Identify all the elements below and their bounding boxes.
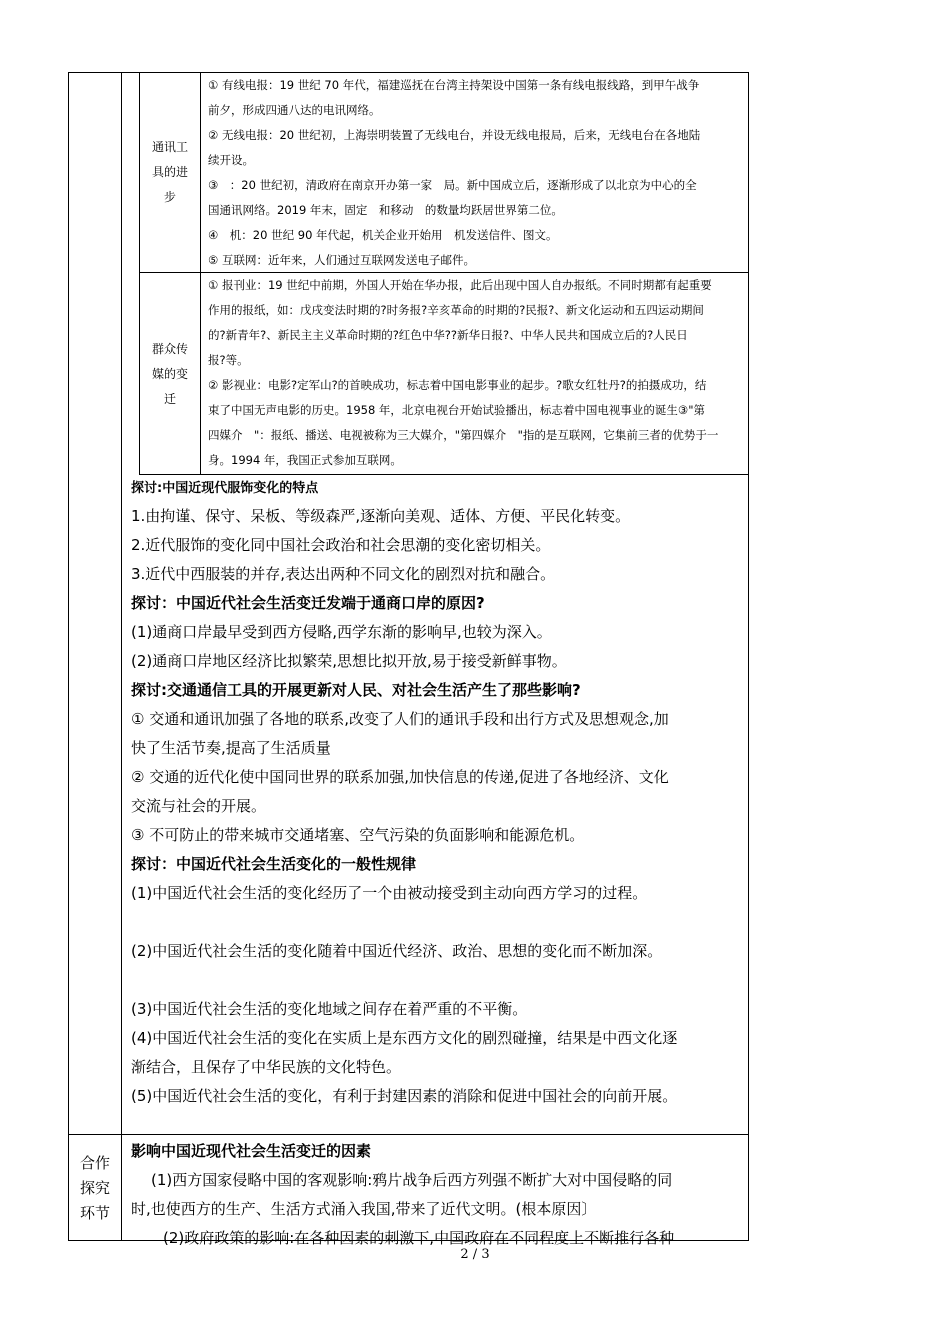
clothing-item: 1.由拘谨、保守、呆板、等级森严,逐渐向美观、适体、方便、平民化转变。 — [131, 507, 631, 525]
comm-tools-label — [140, 135, 200, 210]
mass-media-line: ② 影视业：电影?定军山?的首映成功，标志着中国电影事业的起步。?歌女红牡丹?的拍摄成功，结 — [208, 378, 707, 392]
mass-media-content — [208, 273, 746, 473]
cooperation-title: 影响中国近现代社会生活变迁的因素 — [131, 1142, 372, 1160]
rules-item: (1)中国近代社会生活的变化经历了一个由被动接受到主动向西方学习的过程。 — [131, 884, 648, 902]
mass-media-line: ① 报刊业：19 世纪中前期，外国人开始在华办报，此后出现中国人自办报纸。不同时期都有起重要 — [208, 278, 712, 292]
cooperation-item: 时,也使西方的生产、生活方式涌入我国,带来了近代文明。(根本原因〕 — [131, 1200, 597, 1218]
rules-item: (2)中国近代社会生活的变化随着中国近代经济、政治、思想的变化而不断加深。 — [131, 942, 663, 960]
comm-tools-line: 前夕，形成四通八达的电讯网络。 — [208, 103, 381, 117]
rules-item: (5)中国近代社会生活的变化，有利于封建因素的消除和促进中国社会的向前开展。 — [131, 1087, 678, 1105]
comm-tools-line: ② 无线电报：20 世纪初，上海崇明装置了无线电台，并设无线电报局，后来，无线电台在各地陆 — [208, 128, 701, 142]
cooperation-side-line: 合作 — [79, 1154, 110, 1172]
table-col-divider — [121, 72, 122, 1240]
mass-media-line: 作用的报纸，如：戊戌变法时期的?时务报?辛亥革命的时期的?民报?、新文化运动和五四运动期间 — [208, 303, 704, 317]
comm-tools-content — [208, 73, 746, 273]
cooperation-side-line: 探究 — [79, 1179, 110, 1197]
transport-title: 探讨:交通通信工具的开展更新对人民、对社会生活产生了那些影响? — [131, 681, 581, 699]
mass-media-label-line: 迁 — [163, 392, 176, 406]
ports-item: (1)通商口岸最早受到西方侵略,西学东渐的影响早,也较为深入。 — [131, 623, 552, 641]
mass-media-line: 四媒介 "：报纸、播送、电视被称为三大媒介，"第四媒介 "指的是互联网，它集前三者的优势于一 — [208, 428, 719, 442]
rules-item: (3)中国近代社会生活的变化地域之间存在着严重的不平衡。 — [131, 1000, 528, 1018]
inner-table-left — [139, 72, 140, 474]
comm-tools-label-line: 通讯工 — [151, 140, 188, 154]
comm-tools-line: ① 有线电报：19 世纪 70 年代，福建巡抚在台湾主持架设中国第一条有线电报线路，到甲午战争 — [208, 78, 700, 92]
transport-item: 快了生活节奏,提高了生活质量 — [131, 739, 331, 757]
inner-table-divider — [200, 72, 201, 474]
transport-item: ② 交通的近代化使中国同世界的联系加强,加快信息的传递,促进了各地经济、文化 — [131, 768, 669, 786]
inner-table-bottom — [139, 474, 748, 475]
clothing-item: 2.近代服饰的变化同中国社会政治和社会思潮的变化密切相关。 — [131, 536, 551, 554]
cooperation-side-label — [69, 1151, 121, 1226]
transport-item: ③ 不可防止的带来城市交通堵塞、空气污染的负面影响和能源危机。 — [131, 826, 585, 844]
mass-media-line: 身。1994 年，我国正式参加互联网。 — [208, 453, 402, 467]
ports-item: (2)通商口岸地区经济比拟繁荣,思想比拟开放,易于接受新鲜事物。 — [131, 652, 567, 670]
mass-media-label — [140, 337, 200, 412]
comm-tools-line: ④ 机：20 世纪 90 年代起，机关企业开始用 机发送信件、图文。 — [208, 228, 558, 242]
comm-tools-line: ③ ：20 世纪初，清政府在南京开办第一家 局。新中国成立后，逐渐形成了以北京为中心的全 — [208, 178, 697, 192]
mass-media-label-line: 媒的变 — [151, 367, 188, 381]
transport-item: ① 交通和通讯加强了各地的联系,改变了人们的通讯手段和出行方式及思想观念,加 — [131, 710, 669, 728]
rules-item: (4)中国近代社会生活的变化在实质上是东西方文化的剧烈碰撞，结果是中西文化逐 — [131, 1029, 678, 1047]
cooperation-item: (2)政府政策的影响:在各种因素的刺激下,中国政府在不同程度上不断推行各种 — [163, 1229, 675, 1247]
transport-item: 交流与社会的开展。 — [131, 797, 267, 815]
ports-title: 探讨：中国近代社会生活变迁发端于通商口岸的原因? — [131, 594, 485, 612]
page-number: 2 / 3 — [460, 1247, 490, 1262]
clothing-section — [131, 478, 743, 1111]
mass-media-label-line: 群众传 — [151, 342, 188, 356]
mass-media-line: 报?等。 — [208, 353, 249, 367]
table-left-border — [68, 72, 69, 1240]
mass-media-line: 束了中国无声电影的历史。1958 年，北京电视台开始试验播出，标志着中国电视事业的诞生③"第 — [208, 403, 706, 417]
rules-item: 渐结合，且保存了中华民族的文化特色。 — [131, 1058, 402, 1076]
comm-tools-label-line: 步 — [163, 190, 176, 204]
cooperation-item: (1)西方国家侵略中国的客观影响:鸦片战争后西方列强不断扩大对中国侵略的同 — [151, 1171, 673, 1189]
clothing-title: 探讨:中国近现代服饰变化的特点 — [131, 481, 319, 496]
comm-tools-line: 国通讯网络。2019 年末，固定 和移动 的数量均跃居世界第二位。 — [208, 203, 563, 217]
cooperation-side-line: 环节 — [79, 1204, 110, 1222]
mass-media-line: 的?新青年?、新民主主义革命时期的?红色中华??新华日报?、中华人民共和国成立后的?人民日 — [208, 328, 688, 342]
table-row-divider — [68, 1134, 749, 1135]
comm-tools-line: 续开设。 — [208, 153, 254, 167]
comm-tools-line: ⑤ 互联网：近年来，人们通过互联网发送电子邮件。 — [208, 253, 475, 267]
comm-tools-label-line: 具的进 — [151, 165, 188, 179]
rules-title: 探讨：中国近代社会生活变化的一般性规律 — [131, 855, 417, 873]
clothing-item: 3.近代中西服装的并存,表达出两种不同文化的剧烈对抗和融合。 — [131, 565, 556, 583]
cooperation-content — [131, 1137, 743, 1253]
table-right-border — [748, 72, 749, 1240]
